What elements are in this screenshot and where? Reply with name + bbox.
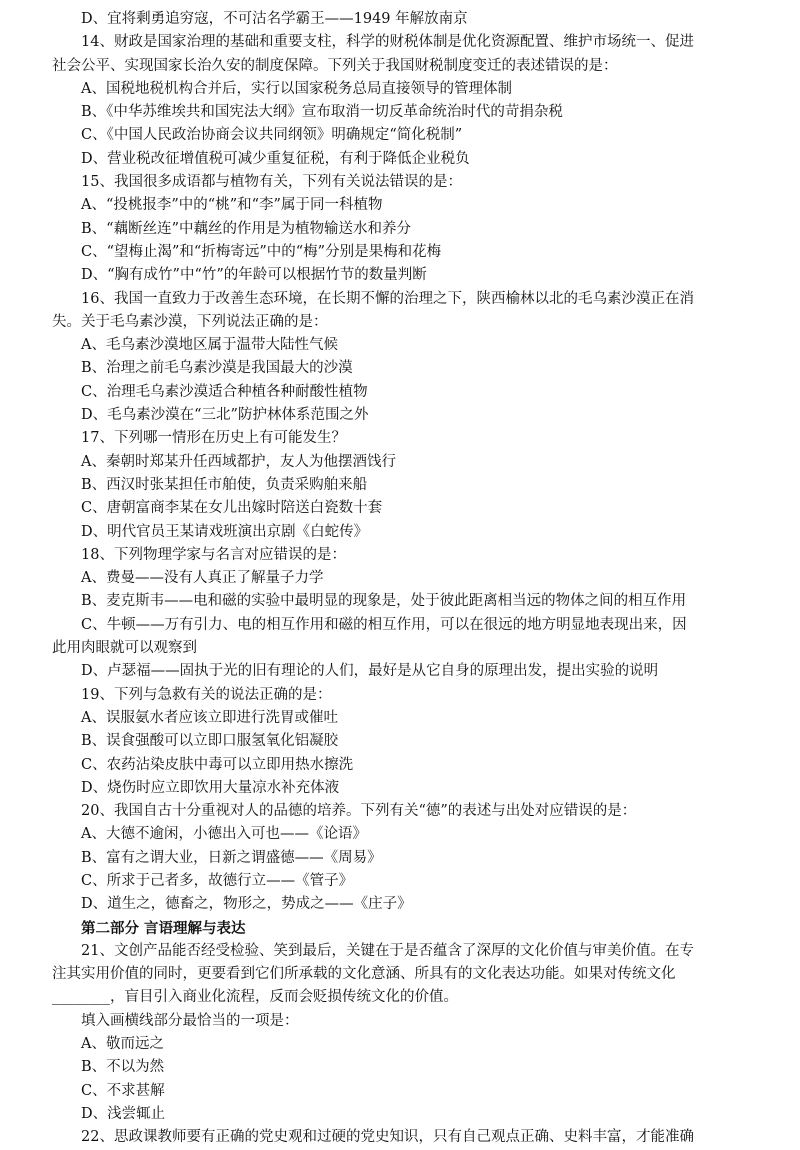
text-line: B、《中华苏维埃共和国宪法大纲》宣布取消一切反革命统治时代的苛捐杂税 — [81, 104, 563, 121]
text-line: 17、下列哪一情形在历史上有可能发生？ — [81, 430, 346, 447]
text-line: D、道生之，德畜之，物形之，势成之——《庄子》 — [81, 896, 412, 913]
q21-option-b: B、不以为然 — [81, 1059, 165, 1076]
text-line: D、烧伤时应立即饮用大量凉水补充体液 — [81, 779, 340, 796]
text-line: A、毛乌素沙漠地区属于温带大陆性气候 — [81, 337, 338, 354]
text-line: A、误服氨水者应该立即进行洗胃或催吐 — [81, 709, 338, 726]
q21-option-c: C、不求甚解 — [81, 1082, 165, 1099]
text-line: 20、我国自古十分重视对人的品德的培养。下列有关“德”的表述与出处对应错误的是： — [81, 803, 637, 820]
text-line: D、“胸有成竹”中“竹”的年龄可以根据竹节的数量判断 — [81, 267, 427, 284]
page-content — [52, 8, 764, 1150]
text-line: A、大德不逾闲，小德出入可也——《论语》 — [81, 826, 367, 843]
text-line: B、误食强酸可以立即口服氢氧化铝凝胶 — [81, 733, 339, 750]
text-line: D、营业税改征增值税可减少重复征税，有利于降低企业税负 — [81, 150, 470, 167]
text-line: D、明代官员王某请戏班演出京剧《白蛇传》 — [81, 523, 369, 540]
text-line: 19、下列与急救有关的说法正确的是： — [81, 686, 332, 703]
text-line: 失。关于毛乌素沙漠，下列说法正确的是： — [52, 313, 328, 330]
q22-stem-line-1: 22、思政课教师要有正确的党史观和过硬的党史知识，只有自己观点正确、史料丰富，才能准确 — [81, 1129, 694, 1146]
q21-stem-line-1: 21、文创产品能否经受检验、笑到最后，关键在于是否蕴含了深厚的文化价值与审美价值。在专 — [81, 942, 694, 959]
text-line: 15、我国很多成语都与植物有关，下列有关说法错误的是： — [81, 174, 462, 191]
q21-answer-blank: ________ — [52, 989, 110, 1006]
text-line: A、秦朝时郑某升任西域都护，友人为他摆酒饯行 — [81, 453, 396, 470]
q21-stem-line-2: 注其实用价值的同时，更要看到它们所承载的文化意涵、所具有的文化表达功能。如果对传统文化 — [52, 966, 676, 983]
text-line: B、西汉时张某担任市舶使，负责采购舶来船 — [81, 476, 368, 493]
question-lines — [52, 8, 764, 917]
text-line: 社会公平、实现国家长治久安的制度保障。下列关于我国财税制度变迁的表述错误的是： — [52, 57, 618, 74]
text-line: A、费曼——没有人真正了解量子力学 — [81, 570, 324, 587]
text-line: B、麦克斯韦——电和磁的实验中最明显的现象是，处于彼此距离相当远的物体之间的相互作用 — [81, 593, 687, 610]
q21-prompt: 填入画横线部分最恰当的一项是： — [81, 1012, 299, 1029]
text-line: C、牛顿——万有引力、电的相互作用和磁的相互作用，可以在很远的地方明显地表现出来，因 — [81, 616, 687, 633]
text-line: 18、下列物理学家与名言对应错误的是： — [81, 546, 346, 563]
text-line: C、所求于己者多，故德行立——《管子》 — [81, 872, 354, 889]
text-line: 14、财政是国家治理的基础和重要支柱，科学的财税体制是优化资源配置、维护市场统一、促进 — [81, 34, 694, 51]
text-line: D、卢瑟福——固执于光的旧有理论的人们，最好是从它自身的原理出发，提出实验的说明 — [81, 663, 659, 680]
text-line: C、“望梅止渴”和“折梅寄远”中的“梅”分别是果梅和花梅 — [81, 243, 442, 260]
text-line: A、“投桃报李”中的“桃”和“李”属于同一科植物 — [81, 197, 383, 214]
q21-stem-line-3 — [52, 986, 764, 1009]
text-line: C、农药沾染皮肤中毒可以立即用热水擦洗 — [81, 756, 354, 773]
text-line: B、“藕断丝连”中藕丝的作用是为植物输送水和养分 — [81, 220, 411, 237]
text-line: 16、我国一直致力于改善生态环境，在长期不懈的治理之下，陕西榆林以北的毛乌素沙漠正在消 — [81, 290, 694, 307]
text-line: C、《中国人民政治协商会议共同纲领》明确规定“简化税制” — [81, 127, 463, 144]
text-line: D、宜将剩勇追穷寇，不可沽名学霸王——1949 年解放南京 — [81, 11, 468, 27]
text-line: D、毛乌素沙漠在“三北”防护林体系范围之外 — [81, 407, 369, 424]
text-line: B、富有之谓大业，日新之谓盛德——《周易》 — [81, 849, 382, 866]
section-title: 第二部分 言语理解与表达 — [81, 919, 246, 937]
text-line: A、国税地税机构合并后，实行以国家税务总局直接领导的管理体制 — [81, 80, 512, 97]
q21-option-d: D、浅尝辄止 — [81, 1105, 166, 1122]
q21-stem-line-3-text: ，盲目引入商业化流程，反而会贬损传统文化的价值。 — [110, 989, 458, 1006]
text-line: 此用肉眼就可以观察到 — [52, 640, 197, 657]
text-line: C、治理毛乌素沙漠适合种植各种耐酸性植物 — [81, 383, 368, 400]
text-line: B、治理之前毛乌素沙漠是我国最大的沙漠 — [81, 360, 353, 377]
text-line: C、唐朝富商李某在女儿出嫁时陪送白瓷数十套 — [81, 500, 383, 517]
q21-option-a: A、敬而远之 — [81, 1036, 164, 1053]
